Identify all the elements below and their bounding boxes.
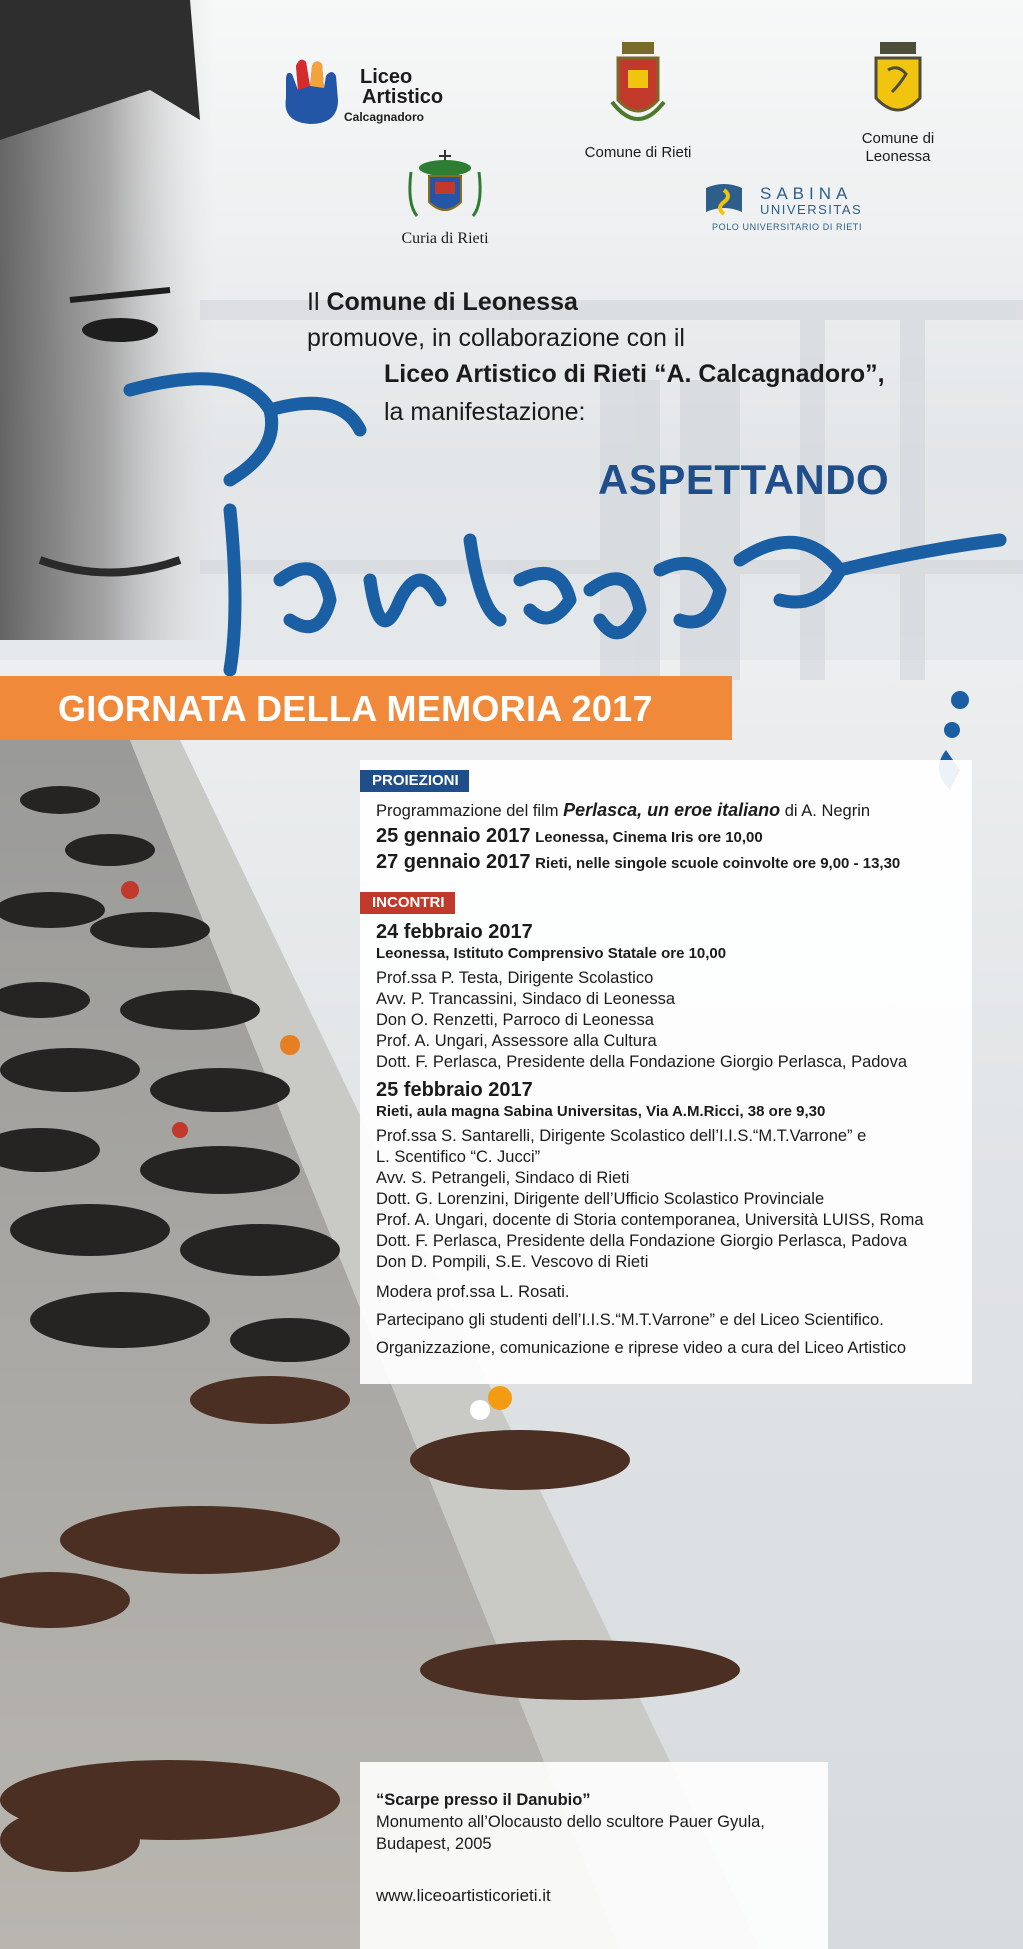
caption-line3: Budapest, 2005 — [376, 1835, 492, 1853]
film-title: Perlasca, un eroe italiano — [563, 800, 781, 820]
participants-line: Partecipano gli studenti dell’I.I.S.“M.T.Varrone” e del Liceo Scientifico. — [376, 1311, 884, 1329]
sabina-logo-line1: SABINA — [760, 184, 853, 203]
film-line — [376, 800, 870, 821]
proiezione-2-detail: Rieti, nelle singole scuole coinvolte ore 9,00 - 13,30 — [535, 855, 901, 872]
incontro-2-person: L. Scentifico “C. Jucci” — [376, 1148, 541, 1166]
hand-icon — [280, 58, 344, 128]
incontro-1-date: 24 febbraio 2017 — [376, 921, 533, 943]
sabina-universitas-logo — [702, 180, 892, 240]
incontro-2-person: Don D. Pompili, S.E. Vescovo di Rieti — [376, 1253, 649, 1271]
intro-line2: promuove, in collaborazione con il — [307, 324, 685, 352]
intro-line4: la manifestazione: — [384, 398, 586, 426]
incontro-1-person: Prof.ssa P. Testa, Dirigente Scolastico — [376, 969, 654, 987]
liceo-artistico-logo — [280, 58, 480, 128]
incontro-1-person: Don O. Renzetti, Parroco di Leonessa — [376, 1011, 654, 1029]
leonessa-crest-icon — [870, 40, 926, 124]
sabina-logo-line2: UNIVERSITAS — [760, 202, 863, 217]
incontro-2-person: Prof.ssa S. Santarelli, Dirigente Scolastico dell’I.I.S.“M.T.Varrone” e — [376, 1127, 867, 1145]
proiezione-2-date: 27 gennaio 2017 — [376, 851, 531, 873]
sabina-book-icon — [702, 182, 746, 216]
intro-line3: Liceo Artistico di Rieti “A. Calcagnadoro”, — [384, 360, 885, 388]
banner-title: GIORNATA DELLA MEMORIA 2017 — [58, 688, 653, 729]
caption-title: “Scarpe presso il Danubio” — [376, 1791, 591, 1809]
moderator-line: Modera prof.ssa L. Rosati. — [376, 1283, 570, 1301]
curia-crest-icon — [405, 148, 485, 222]
incontro-2-person: Avv. S. Petrangeli, Sindaco di Rieti — [376, 1169, 630, 1187]
rieti-crest-icon — [608, 40, 668, 136]
liceo-logo-line1: Liceo — [360, 66, 413, 88]
proiezione-2 — [376, 852, 900, 874]
proiezione-1-detail: Leonessa, Cinema Iris ore 10,00 — [535, 829, 763, 846]
intro-line1 — [307, 288, 578, 317]
incontro-1-place: Leonessa, Istituto Comprensivo Statale ore 10,00 — [376, 945, 727, 962]
curia-logo-label: Curia di Rieti — [401, 230, 489, 247]
incontro-2-person: Dott. F. Perlasca, Presidente della Fondazione Giorgio Perlasca, Padova — [376, 1232, 908, 1250]
incontro-2-date: 25 febbraio 2017 — [376, 1079, 533, 1101]
incontro-2-person: Prof. A. Ungari, docente di Storia contemporanea, Università LUISS, Roma — [376, 1211, 924, 1229]
intro-comune: Comune di Leonessa — [326, 288, 578, 316]
comune-di-rieti-logo — [578, 40, 698, 170]
incontro-2-person: Dott. G. Lorenzini, Dirigente dell’Ufficio Scolastico Provinciale — [376, 1190, 825, 1208]
caption-line2: Monumento all’Olocausto dello scultore Pauer Gyula, — [376, 1813, 765, 1831]
film-prefix: Programmazione del film — [376, 802, 564, 820]
incontro-1-person: Dott. F. Perlasca, Presidente della Fondazione Giorgio Perlasca, Padova — [376, 1053, 908, 1071]
leonessa-logo-line1: Comune di — [861, 130, 935, 147]
film-suffix: di A. Negrin — [780, 802, 871, 820]
rieti-logo-label: Comune di Rieti — [584, 144, 692, 161]
intro-il: Il — [307, 288, 327, 316]
incontri-tag: INCONTRI — [360, 892, 455, 914]
giornata-memoria-banner — [0, 676, 732, 740]
incontro-1-person: Prof. A. Ungari, Assessore alla Cultura — [376, 1032, 657, 1050]
leonessa-logo-line2: Leonessa — [865, 148, 931, 165]
proiezione-1-date: 25 gennaio 2017 — [376, 825, 531, 847]
liceo-logo-line3: Calcagnadoro — [344, 110, 425, 124]
organization-line: Organizzazione, comunicazione e riprese video a cura del Liceo Artistico — [376, 1339, 907, 1357]
liceo-logo-line2: Artistico — [362, 86, 444, 108]
comune-di-leonessa-logo — [848, 40, 948, 170]
incontro-2-place: Rieti, aula magna Sabina Universitas, Via A.M.Ricci, 38 ore 9,30 — [376, 1103, 826, 1120]
incontro-1-person: Avv. P. Trancassini, Sindaco di Leonessa — [376, 990, 676, 1008]
sabina-logo-line3: POLO UNIVERSITARIO DI RIETI — [712, 222, 863, 232]
website-link[interactable]: www.liceoartisticorieti.it — [376, 1886, 551, 1905]
proiezione-1 — [376, 826, 763, 848]
proiezioni-tag: PROIEZIONI — [360, 770, 469, 792]
headline-aspettando: ASPETTANDO — [598, 456, 890, 503]
curia-di-rieti-logo — [390, 148, 500, 258]
